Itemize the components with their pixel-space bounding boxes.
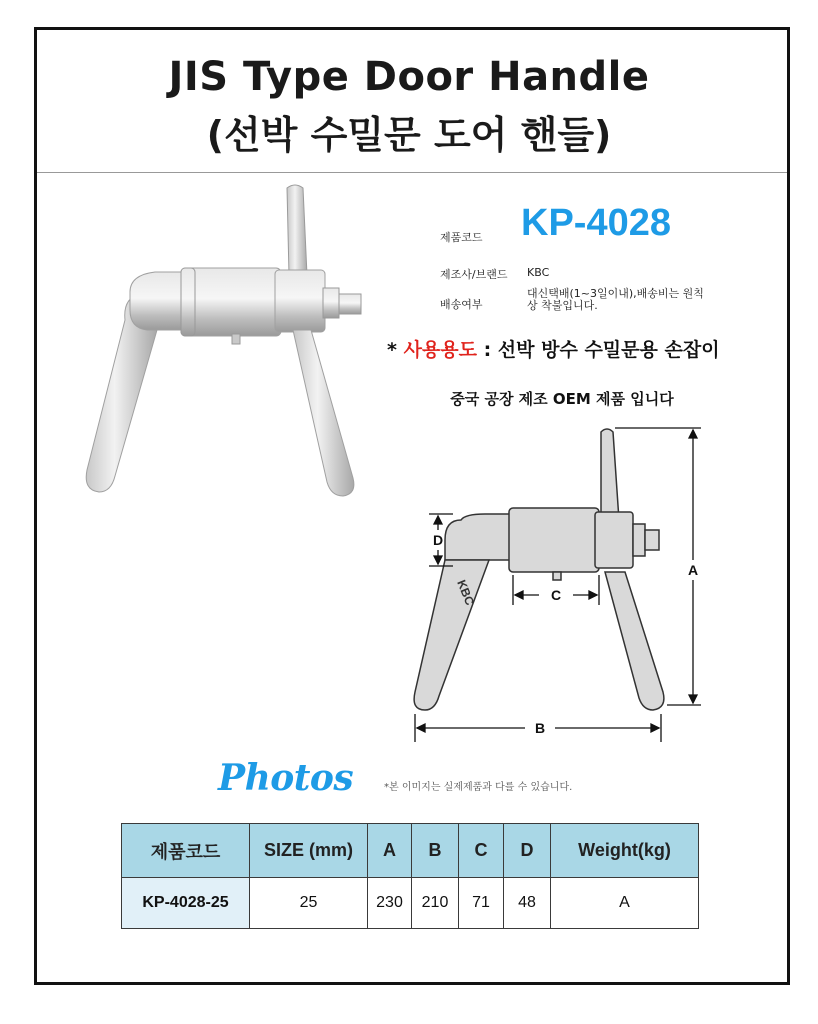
shipping-value [527, 288, 704, 312]
product-photo [75, 180, 375, 500]
page-title: JIS Type Door Handle [168, 54, 650, 100]
col-header-b: B [412, 824, 459, 878]
header-divider [37, 172, 787, 173]
photos-heading: Photos [218, 757, 354, 799]
spec-table [121, 823, 699, 929]
oem-note: 중국 공장 제조 OEM 제품 입니다 [450, 390, 674, 408]
cell-weight: A [551, 878, 699, 929]
dimension-diagram [405, 420, 725, 750]
shipping-line-1: 대신택배(1~3일이내),배송비는 원칙 [527, 287, 704, 300]
photos-note: *본 이미지는 실제제품과 다를 수 있습니다. [384, 782, 573, 793]
col-header-weight: Weight(kg) [551, 824, 699, 878]
cell-code: KP-4028-25 [122, 878, 250, 929]
usage-line [387, 335, 720, 362]
table-header-row [122, 824, 699, 878]
col-header-a: A [368, 824, 412, 878]
brand-label: 제조사/브랜드 [440, 268, 508, 281]
brand-value: KBC [527, 266, 550, 279]
shipping-label: 배송여부 [440, 298, 483, 311]
cell-b: 210 [412, 878, 459, 929]
cell-a: 230 [368, 878, 412, 929]
cell-d: 48 [504, 878, 551, 929]
col-header-d: D [504, 824, 551, 878]
col-header-size: SIZE (mm) [250, 824, 368, 878]
shipping-line-2: 상 착불입니다. [527, 299, 598, 312]
cell-size: 25 [250, 878, 368, 929]
code-label: 제품코드 [440, 231, 483, 244]
usage-label: 사용용도 [403, 339, 477, 361]
usage-prefix: * [387, 339, 404, 361]
col-header-c: C [459, 824, 504, 878]
product-code: KP-4028 [521, 202, 671, 244]
dim-b-label: B [534, 720, 546, 736]
page-subtitle: (선박 수밀문 도어 핸들) [206, 113, 612, 157]
dim-d-label: D [432, 532, 444, 548]
usage-text: : 선박 방수 수밀문용 손잡이 [476, 339, 720, 361]
col-header-code: 제품코드 [122, 824, 250, 878]
cell-c: 71 [459, 878, 504, 929]
emboss-label: KBC [454, 577, 477, 608]
dim-a-label: A [687, 562, 699, 578]
dim-c-label: C [550, 587, 562, 603]
table-row [122, 878, 699, 929]
